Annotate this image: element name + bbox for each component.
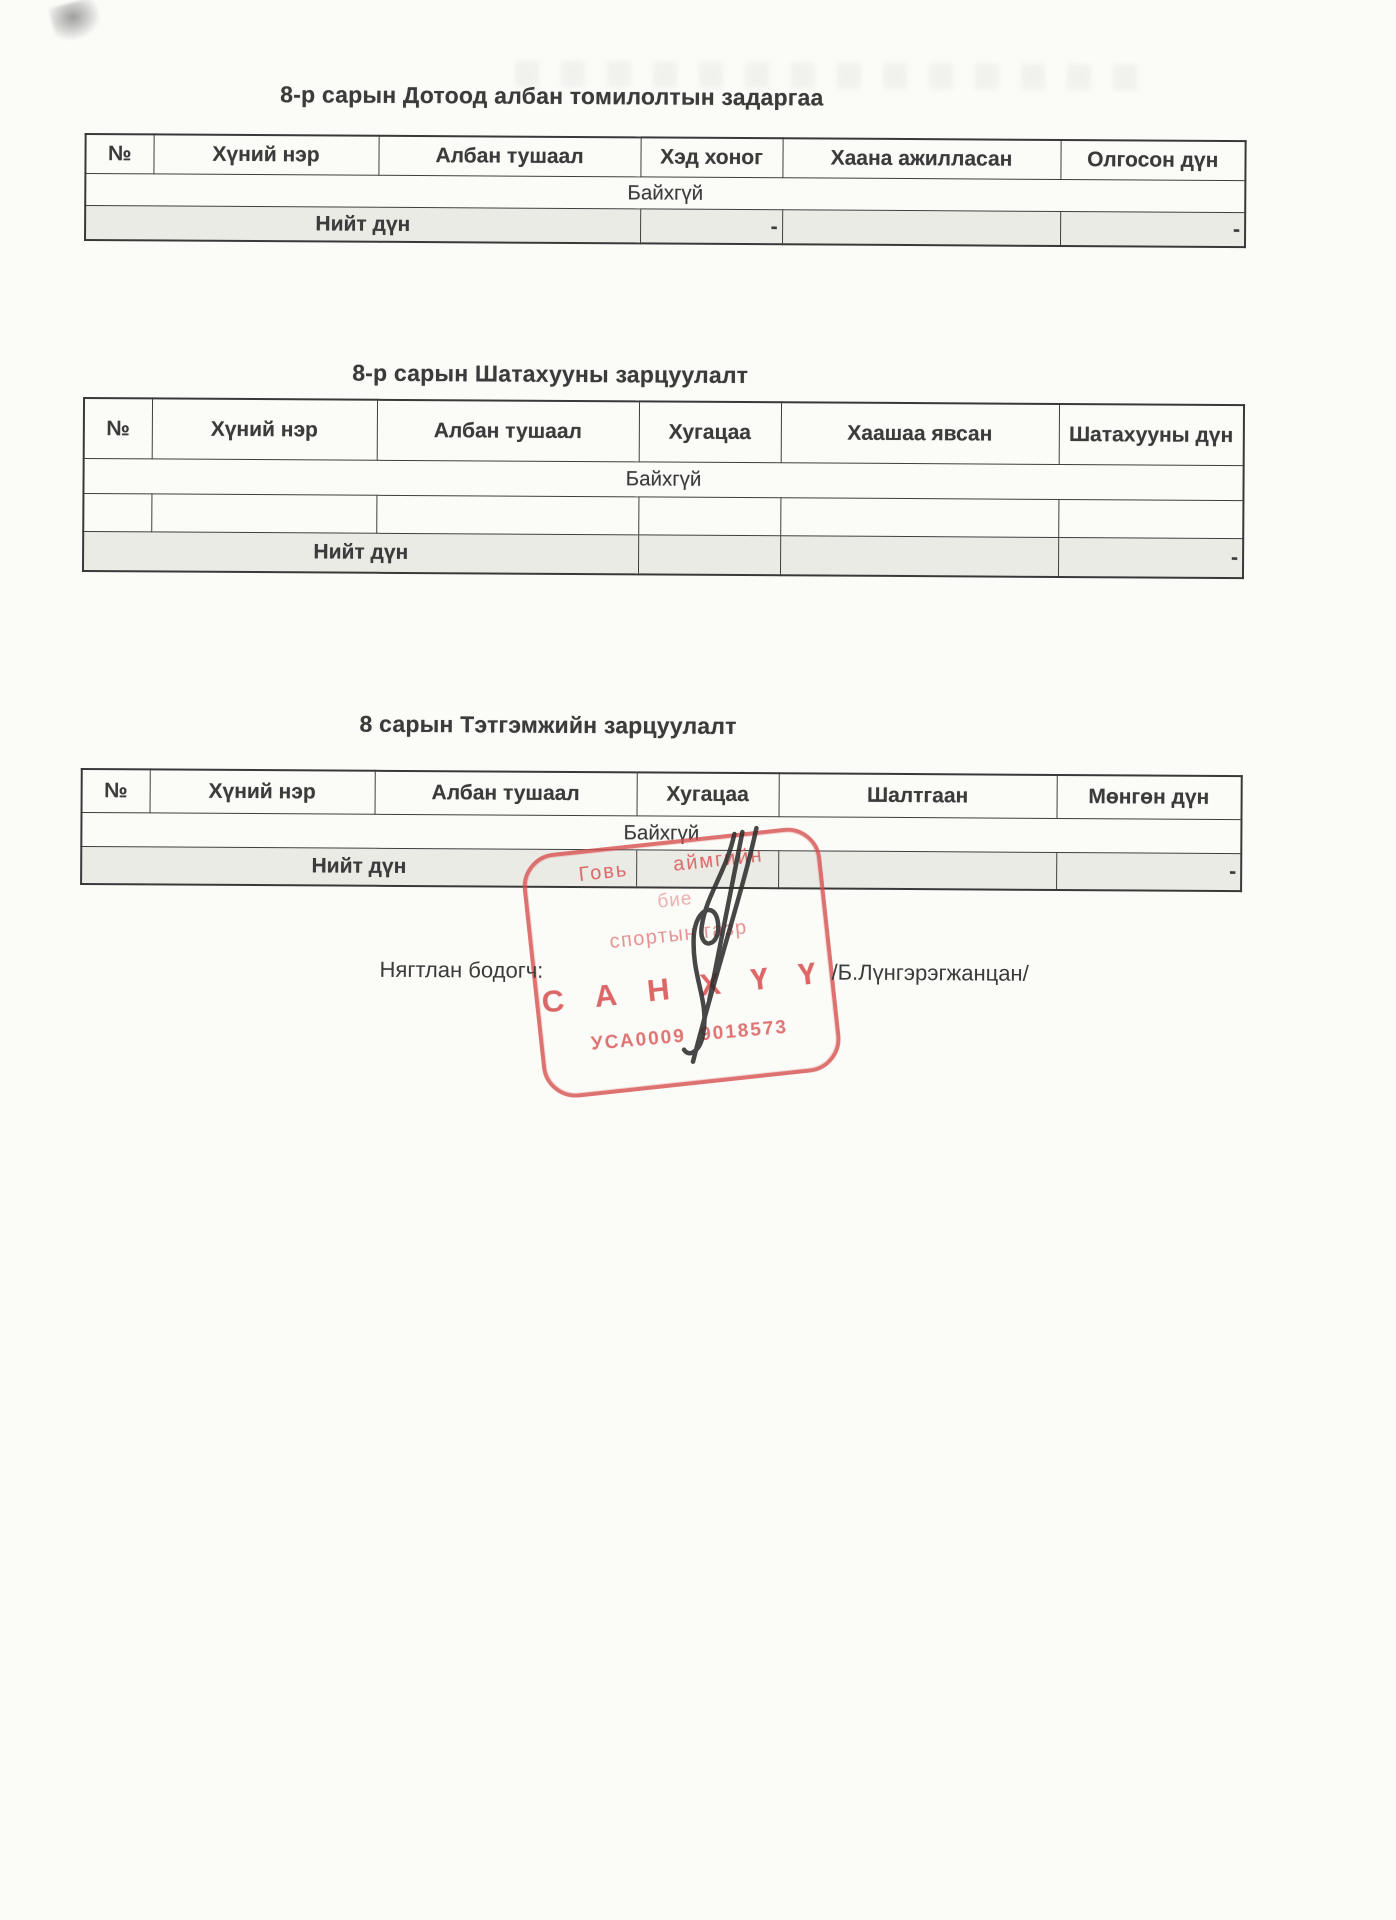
signature-row	[79, 954, 1239, 991]
total-value-cell	[782, 210, 1060, 246]
column-header: Шатахууны дүн	[1059, 404, 1244, 466]
stamp-text-line: бие	[656, 888, 694, 913]
report-table	[84, 133, 1247, 248]
column-header: Хэд хоног	[640, 137, 782, 177]
accountant-label: Нягтлан бодогч:	[379, 956, 544, 983]
scanned-report	[75, 78, 1245, 1785]
total-value-cell: -	[640, 209, 782, 244]
column-header: Олгосон дүн	[1060, 140, 1245, 181]
stamp-text-line: С А Н Х Ү Ү	[539, 954, 829, 1020]
empty-note-cell: Байхгүй	[81, 812, 1241, 853]
blank-cell	[780, 498, 1058, 538]
empty-note-cell: Байхгүй	[85, 174, 1245, 213]
blank-cell	[376, 495, 638, 535]
column-header: Албан тушаал	[377, 400, 639, 462]
column-header: №	[82, 769, 150, 813]
stamp-text-line: Говь аймгийн	[577, 844, 765, 887]
accountant-name: /Б.Лүнгэрэгжанцан/	[831, 959, 1029, 986]
stamp-text-line: УСА0009 9018573	[590, 1016, 789, 1055]
total-value-cell: -	[1060, 211, 1245, 247]
column-header: Хүний нэр	[150, 769, 375, 814]
handwritten-signature	[649, 823, 781, 1084]
blank-cell	[1058, 499, 1243, 538]
report-table	[82, 397, 1245, 579]
total-label-cell: Нийт дүн	[85, 206, 640, 244]
total-label-cell: Нийт дүн	[81, 846, 636, 887]
total-value-cell	[638, 535, 780, 575]
column-header: №	[85, 134, 153, 174]
table-section-2	[82, 356, 1243, 579]
column-header: Хугацаа	[639, 401, 781, 462]
total-value-cell: -	[1058, 537, 1243, 578]
table-section-1	[84, 78, 1245, 248]
empty-note-cell: Байхгүй	[83, 458, 1243, 500]
column-header: Мөнгөн дүн	[1056, 775, 1241, 820]
column-header: Хаашаа явсан	[781, 402, 1059, 464]
blank-cell	[151, 494, 376, 533]
stamp-text-line: спортын газр	[608, 916, 749, 954]
column-header: Хүний нэр	[152, 398, 377, 460]
blank-cell	[638, 497, 780, 536]
column-header: Хаана ажилласан	[782, 138, 1060, 179]
column-header: Хугацаа	[637, 772, 779, 816]
column-header: Хүний нэр	[153, 134, 378, 175]
table-title: 8-р сарын Шатахууны зарцуулалт	[352, 359, 749, 389]
scan-smudge-artifact	[48, 0, 103, 43]
table-title: 8-р сарын Дотоод албан томилолтын задаргаа	[280, 81, 824, 111]
column-header: Шалтгаан	[779, 773, 1057, 818]
total-value-cell	[780, 536, 1058, 577]
blank-cell	[83, 493, 151, 531]
total-label-cell: Нийт дүн	[83, 531, 638, 574]
column-header: Албан тушаал	[378, 136, 640, 177]
total-value-cell: -	[1056, 852, 1241, 891]
column-header: Албан тушаал	[375, 771, 637, 816]
column-header: №	[84, 398, 152, 459]
table-title: 8 сарын Тэтгэмжийн зарцуулалт	[359, 710, 737, 739]
